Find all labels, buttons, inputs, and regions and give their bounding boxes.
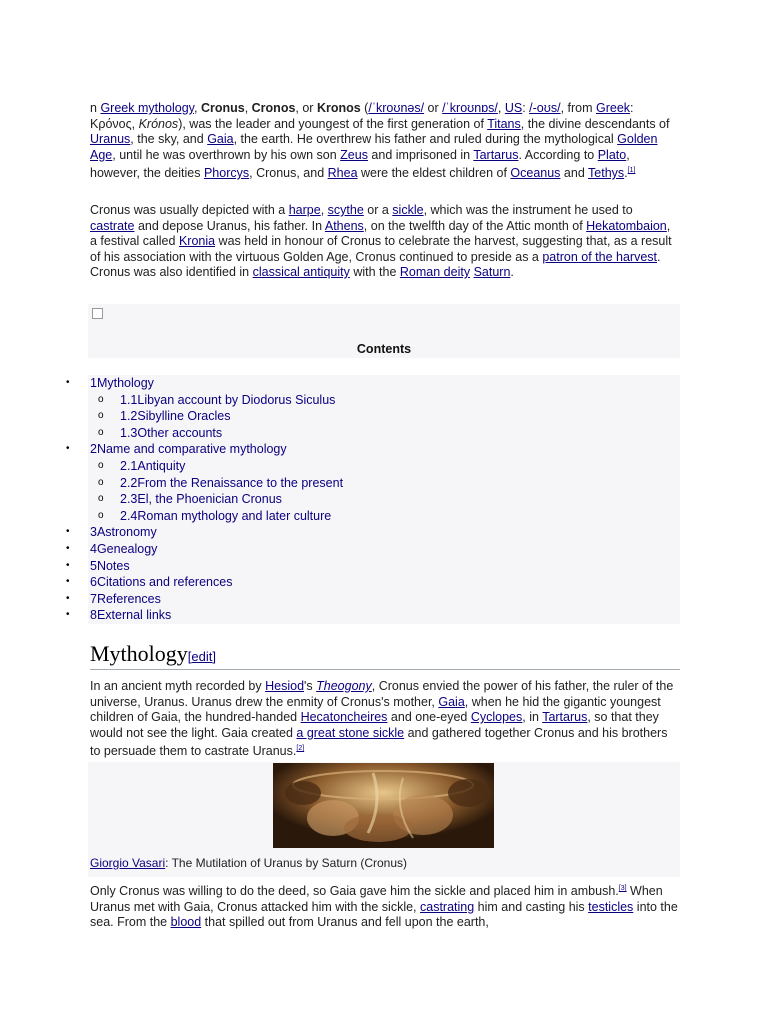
text-run: , however, the deities [90, 147, 630, 181]
table-of-contents [0, 375, 680, 624]
text-run: was held in honour of Cronus to celebrate the harvest, suggesting that, as a result of his association with the virtuous Golden Age, Cronus continued to preside as a [90, 234, 672, 264]
circle-bullet-icon: o [98, 493, 104, 505]
toc-item[interactable] [88, 458, 680, 475]
inline-link[interactable]: Rhea [327, 166, 358, 181]
inline-link[interactable]: Oceanus [510, 166, 561, 181]
text-run: , on the twelfth day of the Attic month of [363, 218, 587, 233]
inline-link[interactable]: testicles [588, 899, 634, 914]
inline-link[interactable]: Greek [596, 101, 631, 115]
toc-item-label[interactable]: 2.4Roman mythology and later culture [120, 508, 332, 523]
inline-link[interactable]: Titans [487, 116, 521, 131]
bullet-icon: • [66, 576, 70, 588]
toc-item[interactable] [88, 408, 680, 425]
toc-item[interactable] [66, 574, 680, 591]
toc-item-label[interactable]: 2Name and comparative mythology [90, 442, 287, 457]
text-run: : Κρόνος, [90, 101, 634, 131]
toc-item[interactable] [66, 541, 680, 558]
edit-link[interactable]: edit [191, 649, 213, 664]
inline-link[interactable]: Saturn [473, 265, 511, 279]
inline-link[interactable]: castrating [420, 899, 475, 914]
text-run: , the earth. He overthrew his father and ruled during the mythological [233, 132, 618, 146]
citation-link[interactable]: [1] [627, 167, 636, 174]
inline-link[interactable]: Theogony [316, 679, 372, 693]
text-run: were the eldest children of [357, 166, 511, 181]
inline-link[interactable]: Gaia [438, 694, 465, 709]
toc-item-label[interactable]: 4Genealogy [90, 541, 158, 556]
inline-link[interactable]: castrate [90, 218, 135, 233]
toc-item-label[interactable]: 2.3El, the Phoenician Cronus [120, 492, 282, 507]
inline-link[interactable]: Athens [324, 218, 364, 233]
inline-link[interactable]: /ˈkroʊnəs/ [368, 101, 425, 115]
inline-link[interactable]: Zeus [340, 147, 368, 162]
text-run: . [624, 166, 628, 181]
text-run: and imprisoned in [367, 147, 474, 162]
text-run: , from [560, 101, 596, 115]
caption-link-vasari[interactable]: Giorgio Vasari [90, 856, 166, 870]
text-run: 's [304, 679, 317, 693]
toc-item[interactable] [88, 392, 680, 409]
inline-link[interactable]: Roman deity [399, 265, 471, 279]
figure-vasari [88, 762, 680, 877]
toc-item[interactable] [88, 491, 680, 508]
bold-term: Cronos [251, 101, 296, 115]
text-run: and gathered together Cronus and his brothers to persuade them to castrate Uranus. [90, 725, 668, 759]
bold-term: Cronus [200, 101, 245, 115]
text-run: , the divine descendants of [520, 116, 670, 131]
text-run: , [497, 101, 505, 115]
text-run: , [320, 203, 328, 217]
text-run: and [560, 166, 589, 181]
inline-link[interactable]: Gaia [207, 132, 234, 146]
text-run: , [194, 101, 201, 115]
inline-link[interactable]: Plato [597, 147, 627, 162]
text-run: or a [363, 203, 393, 217]
toc-item[interactable] [66, 558, 680, 575]
toc-item-label[interactable]: 2.1Antiquity [120, 458, 186, 473]
text-run: , in [522, 710, 543, 724]
toc-item[interactable] [66, 591, 680, 608]
text-run: that spilled out from Uranus and fell upon the earth, [201, 915, 489, 930]
bullet-icon: • [66, 542, 70, 554]
toc-item-label[interactable]: 2.2From the Renaissance to the present [120, 475, 344, 490]
inline-link[interactable]: sickle [392, 203, 424, 217]
text-run: , or [295, 101, 317, 115]
bold-term: Kronos [316, 101, 361, 115]
bullet-icon: • [66, 377, 70, 388]
text-run: , a festival called [90, 218, 671, 248]
text-run: , Cronus envied the power of his father, the ruler of the universe, Uranus. Uranus drew the enmity of Cronus's mother, [90, 679, 674, 709]
toc-item[interactable] [66, 441, 680, 458]
inline-link[interactable]: harpe [288, 203, 321, 217]
text-run: In an ancient myth recorded by [90, 679, 266, 693]
painting-image[interactable] [273, 763, 494, 848]
toc-item-label[interactable]: 1.3Other accounts [120, 425, 223, 440]
bullet-icon: • [66, 609, 70, 621]
citation-link[interactable]: [2] [296, 745, 305, 752]
mythology-paragraph-2 [90, 881, 680, 931]
text-run: ( [360, 101, 369, 115]
text-run: , [244, 101, 252, 115]
edit-bracket-close: ] [212, 649, 217, 664]
intro-paragraph-2 [90, 203, 680, 281]
toc-item-label[interactable]: 8External links [90, 608, 172, 623]
text-run: : [522, 101, 530, 115]
text-run: , so that they would not see the light. Gaia created [90, 710, 659, 740]
toc-item[interactable] [88, 508, 680, 525]
inline-link[interactable]: Hekatombaion [586, 218, 667, 233]
text-run: Cronus was usually depicted with a [90, 203, 289, 217]
bullet-icon: • [66, 526, 70, 538]
circle-bullet-icon: o [98, 426, 104, 438]
text-run: into the sea. From the [90, 899, 678, 930]
inline-link[interactable]: blood [170, 915, 202, 930]
inline-link[interactable]: Phorcys [203, 166, 250, 181]
toc-item[interactable] [66, 524, 680, 541]
text-run: and depose Uranus, his father. In [134, 218, 325, 233]
text-run: , until he was overthrown by his own son [112, 147, 341, 162]
citation-link[interactable]: [3] [618, 885, 627, 892]
text-run: , when he hid the gigantic youngest children of Gaia, the hundred-handed [90, 694, 661, 724]
inline-link[interactable]: Hesiod [265, 679, 305, 693]
text-run: . Cronus was also identified in [90, 249, 661, 279]
inline-link[interactable]: Golden Age [90, 132, 658, 162]
toc-item[interactable] [66, 607, 680, 624]
section-heading-text: Mythology [90, 641, 188, 666]
text-run: him and casting his [474, 899, 589, 914]
inline-link[interactable]: Tartarus [473, 147, 519, 162]
text-run: or [424, 101, 443, 115]
inline-link[interactable]: Tethys [588, 166, 625, 181]
circle-bullet-icon: o [98, 476, 104, 488]
inline-link[interactable]: Hecatoncheires [300, 710, 388, 724]
inline-link[interactable]: /ˈkroʊnɒs/ [442, 101, 498, 115]
toc-item-label[interactable]: 1.1Libyan account by Diodorus Siculus [120, 392, 336, 407]
text-run: . [510, 265, 514, 279]
intro-paragraph-1 [90, 101, 680, 182]
toc-item[interactable] [66, 375, 680, 392]
text-run: ), was the leader and youngest of the first generation of [178, 116, 488, 131]
text-run: and one-eyed [387, 710, 471, 724]
toc-title: Contents [356, 342, 412, 356]
inline-link[interactable]: US [504, 101, 523, 115]
section-heading-mythology [90, 641, 680, 670]
text-run: , the sky, and [130, 132, 208, 146]
text-run: , which was the instrument he used to [423, 203, 633, 217]
toc-item-label[interactable]: 6Citations and references [90, 575, 233, 590]
bullet-icon: • [66, 443, 70, 455]
text-run: . According to [518, 147, 598, 162]
inline-link[interactable]: patron of the harvest [542, 249, 658, 264]
text-run: , Cronus, and [249, 166, 328, 181]
inline-link[interactable]: scythe [327, 203, 364, 217]
text-run: Krónos [138, 116, 179, 131]
contents-header-panel [88, 304, 680, 358]
inline-link[interactable]: Cyclopes [470, 710, 523, 724]
toc-toggle-checkbox[interactable] [92, 308, 103, 319]
inline-link[interactable]: /-oʊs/ [529, 101, 561, 115]
inline-link[interactable]: a great stone sickle [296, 725, 405, 740]
inline-link[interactable]: Uranus [90, 132, 131, 146]
caption-text: : The Mutilation of Uranus by Saturn (Cronus) [165, 856, 408, 870]
toc-item-label[interactable]: 1Mythology [90, 376, 154, 390]
toc-item-label[interactable]: 7References [90, 591, 161, 606]
text-run: When Uranus met with Gaia, Cronus attacked him with the sickle, [90, 884, 663, 914]
mythology-paragraph-1 [90, 679, 680, 760]
circle-bullet-icon: o [98, 509, 104, 521]
text-run: n [90, 101, 101, 115]
inline-link[interactable]: Tartarus [542, 710, 588, 724]
edit-bracket-open: [ [187, 649, 192, 664]
circle-bullet-icon: o [98, 410, 104, 422]
inline-link[interactable]: Kronia [178, 234, 216, 248]
circle-bullet-icon: o [98, 393, 104, 405]
circle-bullet-icon: o [98, 459, 104, 471]
toc-item-label[interactable]: 5Notes [90, 558, 130, 573]
bullet-icon: • [66, 559, 70, 571]
toc-item-label[interactable]: 1.2Sibylline Oracles [120, 409, 231, 424]
figure-caption [90, 856, 407, 870]
text-run: with the [349, 265, 400, 279]
toc-item[interactable] [88, 425, 680, 442]
inline-link[interactable]: Greek mythology [100, 101, 194, 115]
painting-artwork [273, 763, 494, 848]
text-run: Only Cronus was willing to do the deed, so Gaia gave him the sickle and placed him in ambush. [90, 884, 619, 899]
inline-link[interactable]: classical antiquity [252, 265, 350, 279]
toc-item[interactable] [88, 475, 680, 492]
toc-item-label[interactable]: 3Astronomy [90, 525, 157, 540]
bullet-icon: • [66, 592, 70, 604]
